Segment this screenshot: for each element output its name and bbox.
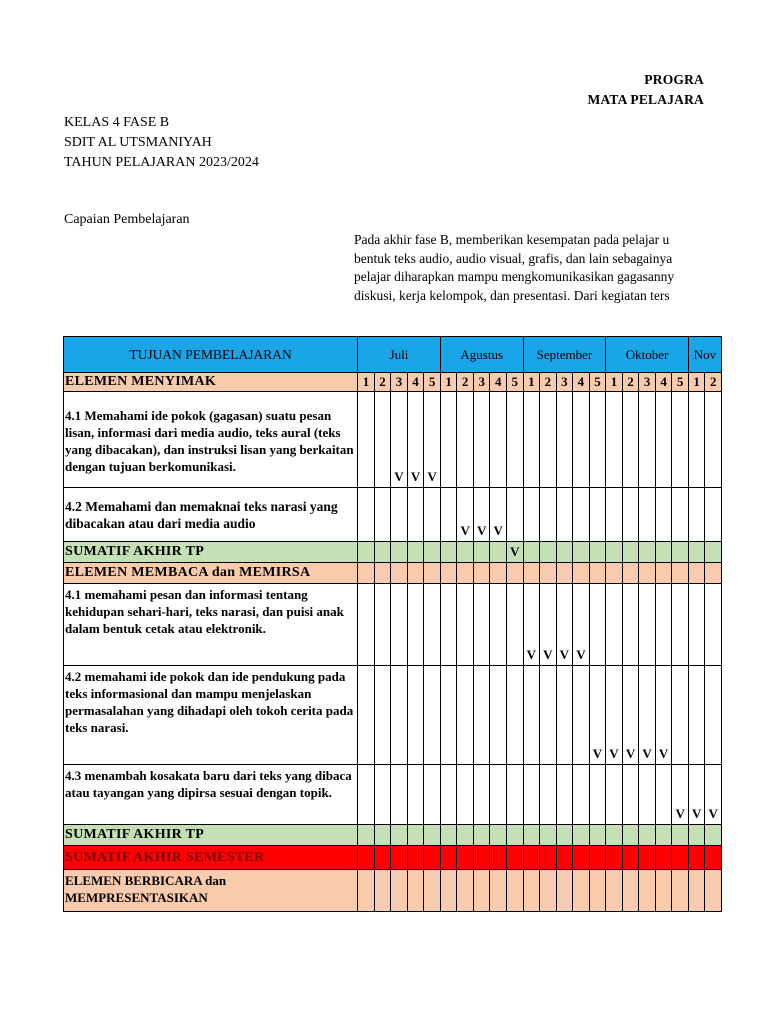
week-cell: [688, 392, 705, 488]
week-number: 3: [391, 373, 408, 392]
week-cell: [639, 870, 656, 912]
objective-label: 4.3 menambah kosakata baru dari teks yang dibaca atau tayangan yang dipirsa sesuai dengan topik.: [64, 765, 358, 825]
week-cell: [573, 392, 590, 488]
week-cell: [622, 825, 639, 846]
week-cell: [556, 765, 573, 825]
week-cell: [457, 870, 474, 912]
check-mark: V: [556, 584, 573, 666]
week-cell: [655, 488, 672, 542]
week-cell: [540, 392, 557, 488]
week-number: 5: [672, 373, 689, 392]
week-cell: [391, 488, 408, 542]
week-cell: [672, 563, 689, 584]
week-cell: [374, 870, 391, 912]
week-number: 2: [457, 373, 474, 392]
week-cell: [506, 846, 523, 870]
objective-row: [64, 666, 722, 765]
week-cell: [506, 765, 523, 825]
objective-row: [64, 765, 722, 825]
week-cell: [622, 765, 639, 825]
week-cell: [374, 542, 391, 563]
week-cell: [639, 825, 656, 846]
check-mark: V: [688, 765, 705, 825]
month-header: Agustus: [440, 337, 523, 373]
week-cell: [424, 584, 441, 666]
week-cell: [573, 765, 590, 825]
month-header: Juli: [358, 337, 441, 373]
week-cell: [672, 392, 689, 488]
week-cell: [688, 584, 705, 666]
week-cell: [358, 584, 375, 666]
week-cell: [506, 392, 523, 488]
week-cell: [506, 584, 523, 666]
week-cell: [490, 825, 507, 846]
objective-row: [64, 584, 722, 666]
week-cell: [655, 846, 672, 870]
objective-label: 4.1 Memahami ide pokok (gagasan) suatu pesan lisan, informasi dari media audio, teks aural (teks yang dibacakan), dan instruksi lisan yang berkaitan dengan tujuan berkomunikasi.: [64, 392, 358, 488]
check-mark: V: [705, 765, 722, 825]
week-cell: [424, 563, 441, 584]
week-cell: [473, 584, 490, 666]
week-cell: [506, 825, 523, 846]
week-cell: [473, 563, 490, 584]
week-cell: [374, 846, 391, 870]
week-cell: [606, 846, 623, 870]
schedule-table-container: [63, 336, 718, 918]
week-cell: [606, 488, 623, 542]
week-number: 5: [424, 373, 441, 392]
week-cell: [655, 584, 672, 666]
week-cell: [424, 666, 441, 765]
week-cell: [705, 488, 722, 542]
week-cell: [440, 392, 457, 488]
week-number: 1: [440, 373, 457, 392]
week-cell: [490, 392, 507, 488]
week-cell: [407, 563, 424, 584]
week-cell: [407, 584, 424, 666]
week-cell: [424, 846, 441, 870]
week-cell: [440, 666, 457, 765]
week-cell: [606, 825, 623, 846]
week-number: 3: [473, 373, 490, 392]
week-cell: [358, 765, 375, 825]
week-number: 1: [688, 373, 705, 392]
week-cell: [688, 825, 705, 846]
week-cell: [457, 846, 474, 870]
week-cell: [490, 542, 507, 563]
week-cell: [391, 542, 408, 563]
week-cell: [556, 392, 573, 488]
week-cell: [424, 870, 441, 912]
week-cell: [490, 563, 507, 584]
week-cell: [473, 392, 490, 488]
week-cell: [589, 584, 606, 666]
week-cell: [523, 765, 540, 825]
capaian-line: Pada akhir fase B, memberikan kesempatan pada pelajar u: [354, 232, 670, 247]
week-number: 5: [506, 373, 523, 392]
week-cell: [374, 765, 391, 825]
section-label: SUMATIF AKHIR TP: [64, 542, 358, 563]
week-cell: [374, 563, 391, 584]
week-number: 2: [622, 373, 639, 392]
objective-label: 4.1 memahami pesan dan informasi tentang kehidupan sehari-hari, teks narasi, dan puisi anak dalam bentuk cetak atau elektronik.: [64, 584, 358, 666]
week-cell: [672, 870, 689, 912]
week-cell: [457, 765, 474, 825]
week-cell: [407, 666, 424, 765]
week-cell: [639, 488, 656, 542]
check-mark: V: [490, 488, 507, 542]
week-cell: [655, 563, 672, 584]
week-cell: [688, 666, 705, 765]
week-cell: [705, 563, 722, 584]
week-cell: [490, 584, 507, 666]
week-cell: [424, 542, 441, 563]
week-cell: [606, 584, 623, 666]
week-cell: [655, 392, 672, 488]
week-cell: [440, 870, 457, 912]
objective-label: 4.2 Memahami dan memaknai teks narasi yang dibacakan atau dari media audio: [64, 488, 358, 542]
subject-title: MATA PELAJARA: [587, 92, 704, 107]
week-cell: [540, 846, 557, 870]
program-title: PROGRA: [644, 72, 704, 87]
check-mark: V: [655, 666, 672, 765]
week-cell: [573, 666, 590, 765]
week-cell: [391, 666, 408, 765]
week-cell: [622, 392, 639, 488]
week-cell: [573, 846, 590, 870]
week-cell: [358, 563, 375, 584]
month-header: September: [523, 337, 606, 373]
week-cell: [540, 542, 557, 563]
week-cell: [622, 488, 639, 542]
week-cell: [639, 392, 656, 488]
week-cell: [606, 542, 623, 563]
week-cell: [473, 846, 490, 870]
week-cell: [688, 846, 705, 870]
week-number: 4: [573, 373, 590, 392]
week-cell: [672, 488, 689, 542]
section-row: [64, 373, 722, 392]
week-cell: [622, 542, 639, 563]
week-cell: [672, 584, 689, 666]
week-cell: [473, 765, 490, 825]
week-cell: [457, 584, 474, 666]
week-cell: [622, 584, 639, 666]
week-cell: [655, 542, 672, 563]
week-cell: [358, 488, 375, 542]
week-cell: [358, 542, 375, 563]
week-cell: [688, 488, 705, 542]
class-level: KELAS 4 FASE B: [64, 115, 170, 130]
week-cell: [688, 870, 705, 912]
check-mark: V: [506, 542, 523, 563]
check-mark: V: [573, 584, 590, 666]
week-cell: [540, 765, 557, 825]
class-info: [64, 113, 259, 173]
week-cell: [523, 870, 540, 912]
week-cell: [705, 584, 722, 666]
week-cell: [391, 825, 408, 846]
week-cell: [358, 666, 375, 765]
week-cell: [358, 870, 375, 912]
week-cell: [407, 542, 424, 563]
week-cell: [490, 765, 507, 825]
week-cell: [440, 488, 457, 542]
week-cell: [573, 488, 590, 542]
week-cell: [556, 488, 573, 542]
week-cell: [523, 488, 540, 542]
week-cell: [705, 825, 722, 846]
week-cell: [672, 542, 689, 563]
check-mark: V: [540, 584, 557, 666]
objective-label: 4.2 memahami ide pokok dan ide pendukung pada teks informasional dan mampu menjelaskan permasalahan yang dihadapi oleh tokoh cerita pada teks narasi.: [64, 666, 358, 765]
week-cell: [655, 870, 672, 912]
week-cell: [523, 563, 540, 584]
objective-row: [64, 392, 722, 488]
check-mark: V: [424, 392, 441, 488]
week-cell: [440, 825, 457, 846]
section-row: [64, 846, 722, 870]
week-cell: [589, 870, 606, 912]
week-number: 1: [523, 373, 540, 392]
week-cell: [540, 870, 557, 912]
week-cell: [589, 825, 606, 846]
section-row: [64, 563, 722, 584]
section-label: SUMATIF AKHIR TP: [64, 825, 358, 846]
week-cell: [556, 846, 573, 870]
section-row: [64, 542, 722, 563]
check-mark: V: [407, 392, 424, 488]
week-cell: [556, 666, 573, 765]
week-cell: [358, 392, 375, 488]
capaian-line: bentuk teks audio, audio visual, grafis, dan lain sebagainya: [354, 250, 673, 266]
week-cell: [523, 542, 540, 563]
week-cell: [688, 542, 705, 563]
week-cell: [672, 846, 689, 870]
week-cell: [540, 666, 557, 765]
check-mark: V: [589, 666, 606, 765]
week-cell: [639, 542, 656, 563]
week-cell: [573, 825, 590, 846]
week-cell: [639, 846, 656, 870]
week-cell: [473, 825, 490, 846]
week-cell: [655, 825, 672, 846]
week-cell: [457, 825, 474, 846]
week-cell: [473, 666, 490, 765]
check-mark: V: [622, 666, 639, 765]
week-cell: [589, 563, 606, 584]
section-label: ELEMEN MENYIMAK: [64, 373, 358, 392]
week-cell: [540, 825, 557, 846]
objective-label: ELEMEN BERBICARA dan MEMPRESENTASIKAN: [64, 870, 358, 912]
week-cell: [473, 870, 490, 912]
week-cell: [440, 584, 457, 666]
week-cell: [490, 666, 507, 765]
week-cell: [440, 846, 457, 870]
week-cell: [556, 825, 573, 846]
objective-row: [64, 870, 722, 912]
section-row: [64, 825, 722, 846]
week-cell: [440, 542, 457, 563]
month-header: Nov: [688, 337, 721, 373]
week-cell: [391, 584, 408, 666]
check-mark: V: [523, 584, 540, 666]
week-cell: [358, 846, 375, 870]
check-mark: V: [606, 666, 623, 765]
week-cell: [688, 563, 705, 584]
week-cell: [523, 666, 540, 765]
schedule-table: [63, 336, 722, 912]
week-cell: [606, 563, 623, 584]
week-cell: [589, 846, 606, 870]
week-cell: [374, 666, 391, 765]
week-cell: [556, 563, 573, 584]
week-cell: [506, 563, 523, 584]
check-mark: V: [639, 666, 656, 765]
week-cell: [391, 563, 408, 584]
week-cell: [540, 563, 557, 584]
week-cell: [407, 846, 424, 870]
week-cell: [606, 870, 623, 912]
week-cell: [705, 846, 722, 870]
capaian-text: [354, 231, 704, 305]
week-cell: [639, 563, 656, 584]
week-cell: [490, 870, 507, 912]
week-cell: [374, 584, 391, 666]
week-cell: [573, 542, 590, 563]
check-mark: V: [457, 488, 474, 542]
week-cell: [639, 765, 656, 825]
week-cell: [589, 542, 606, 563]
week-cell: [440, 563, 457, 584]
week-number: 3: [639, 373, 656, 392]
week-cell: [490, 846, 507, 870]
week-cell: [705, 542, 722, 563]
week-number: 4: [490, 373, 507, 392]
week-cell: [374, 825, 391, 846]
week-cell: [457, 542, 474, 563]
week-number: 5: [589, 373, 606, 392]
week-cell: [622, 846, 639, 870]
week-cell: [424, 825, 441, 846]
week-cell: [440, 765, 457, 825]
week-cell: [407, 488, 424, 542]
week-cell: [672, 666, 689, 765]
check-mark: V: [672, 765, 689, 825]
week-cell: [589, 765, 606, 825]
week-cell: [424, 488, 441, 542]
week-cell: [424, 765, 441, 825]
week-cell: [540, 488, 557, 542]
week-cell: [556, 870, 573, 912]
week-cell: [622, 870, 639, 912]
week-cell: [506, 666, 523, 765]
week-number: 2: [705, 373, 722, 392]
week-cell: [655, 765, 672, 825]
week-number: 2: [540, 373, 557, 392]
week-cell: [374, 392, 391, 488]
week-cell: [457, 392, 474, 488]
week-cell: [523, 846, 540, 870]
week-cell: [589, 488, 606, 542]
week-cell: [473, 542, 490, 563]
week-cell: [457, 563, 474, 584]
capaian-label: Capaian Pembelajaran: [64, 212, 190, 227]
section-label: ELEMEN MEMBACA dan MEMIRSA: [64, 563, 358, 584]
capaian-line: diskusi, kerja kelompok, dan presentasi. Dari kegiatan ters: [354, 287, 670, 303]
week-cell: [407, 765, 424, 825]
week-cell: [506, 870, 523, 912]
week-cell: [705, 666, 722, 765]
week-cell: [606, 392, 623, 488]
week-number: 4: [655, 373, 672, 392]
week-cell: [573, 870, 590, 912]
week-cell: [622, 563, 639, 584]
week-cell: [407, 825, 424, 846]
week-cell: [407, 870, 424, 912]
week-cell: [374, 488, 391, 542]
month-header: Oktober: [606, 337, 689, 373]
week-cell: [391, 765, 408, 825]
week-number: 4: [407, 373, 424, 392]
check-mark: V: [391, 392, 408, 488]
week-cell: [556, 542, 573, 563]
academic-year: TAHUN PELAJARAN 2023/2024: [64, 155, 259, 170]
objective-row: [64, 488, 722, 542]
week-cell: [523, 825, 540, 846]
tp-header: TUJUAN PEMBELAJARAN: [64, 337, 358, 373]
week-cell: [589, 392, 606, 488]
school-name: SDIT AL UTSMANIYAH: [64, 135, 212, 150]
week-cell: [705, 870, 722, 912]
capaian-line: pelajar diharapkan mampu mengkomunikasikan gagasanny: [354, 269, 675, 284]
section-label: SUMATIF AKHIR SEMESTER: [64, 846, 358, 870]
week-cell: [705, 392, 722, 488]
week-number: 1: [606, 373, 623, 392]
week-cell: [573, 563, 590, 584]
week-number: 1: [358, 373, 375, 392]
week-cell: [506, 488, 523, 542]
week-cell: [391, 846, 408, 870]
week-number: 2: [374, 373, 391, 392]
week-cell: [606, 765, 623, 825]
week-cell: [523, 392, 540, 488]
week-cell: [639, 584, 656, 666]
week-cell: [391, 870, 408, 912]
week-cell: [358, 825, 375, 846]
week-cell: [672, 825, 689, 846]
check-mark: V: [473, 488, 490, 542]
header-row: [64, 337, 722, 373]
week-cell: [457, 666, 474, 765]
week-number: 3: [556, 373, 573, 392]
